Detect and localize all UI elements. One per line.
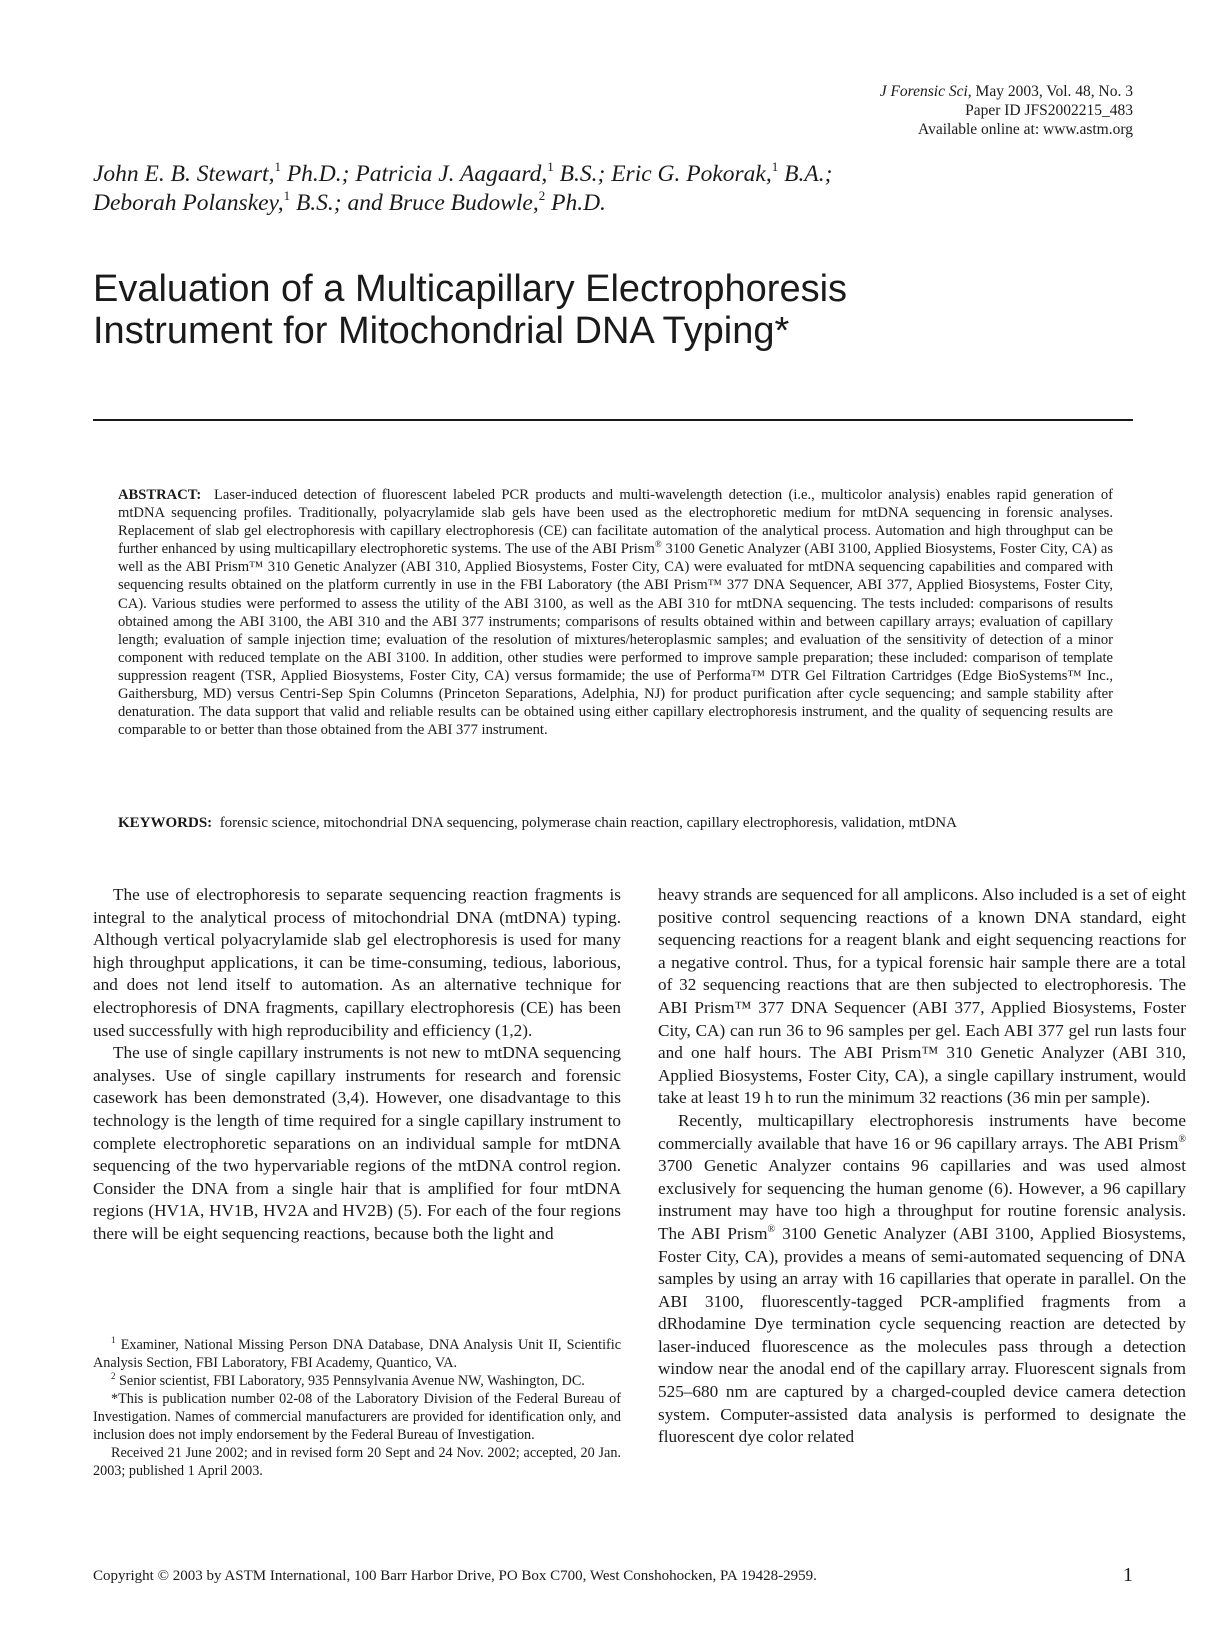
affiliation-mark: 1 — [274, 159, 281, 174]
body-paragraph: The use of single capillary instruments is not new to mtDNA sequencing analyses. Use of single capillary instruments for research and forensic casework has been demonstrated (3,4). However, one disadvantage to this technology is the length of time required for a single capillary instrument to complete electrophoretic separations on an individual sample for mtDNA sequencing of the two hypervariable regions of the mtDNA control region. Consider the DNA from a single hair that is amplified for four mtDNA regions (HV1A, HV1B, HV2A and HV2B) (5). For each of the four regions there will be eight sequencing reactions, because both the light and — [93, 1043, 621, 1243]
title-line-1: Evaluation of a Multicapillary Electrophoresis — [93, 268, 848, 310]
author-degree: Ph.D. — [545, 190, 606, 216]
author-pokorak: B.S.; Eric G. Pokorak, — [553, 161, 772, 187]
affiliation-mark: 1 — [283, 188, 291, 203]
footnote-received: Received 21 June 2002; and in revised form 20 Sept and 24 Nov. 2002; accepted, 20 Jan. 2003; published 1 April 2003. — [93, 1445, 621, 1479]
footnote-publication: *This is publication number 02-08 of the Laboratory Division of the Federal Bureau of Investigation. Names of commercial manufacturers are provided for identification only, and inclusion does not imply endorsement by the Federal Bureau of Investigation. — [93, 1391, 621, 1443]
body-paragraph: heavy strands are sequenced for all amplicons. Also included is a set of eight positive control sequencing reactions of a known DNA standard, eight sequencing reactions for a reagent blank and eight sequencing reactions for a negative control. Thus, for a typical forensic hair sample there are a total of 32 sequencing reactions that are then subjected to electrophoresis. The ABI Prism™ 377 DNA Sequencer (ABI 377, Applied Biosystems, Foster City, CA) can run 36 to 96 samples per gel. Each ABI 377 gel run lasts four and one half hours. The ABI Prism™ 310 Genetic Analyzer (ABI 310, Applied Biosystems, Foster City, CA), a single capillary instrument, would take at least 19 h to run the minimum 32 reactions (36 min per sample). — [658, 885, 1186, 1108]
page-number: 1 — [1123, 1564, 1133, 1586]
abstract-label: ABSTRACT: — [118, 487, 202, 503]
body-column-left — [93, 884, 621, 1246]
affiliation-mark: 1 — [771, 159, 779, 174]
footnote-text: Examiner, National Missing Person DNA Database, DNA Analysis Unit II, Scientific Analysis Section, FBI Laboratory, FBI Academy, Quantico, VA. — [93, 1337, 621, 1371]
footnote-mark: 2 — [111, 1371, 116, 1381]
journal-citation — [880, 82, 1133, 101]
journal-issue: , May 2003, Vol. 48, No. 3 — [967, 83, 1133, 100]
title-line-2: Instrument for Mitochondrial DNA Typing* — [93, 310, 790, 352]
footnote-2 — [93, 1372, 621, 1390]
body-paragraph — [658, 1110, 1186, 1449]
copyright-notice: Copyright © 2003 by ASTM International, 100 Barr Harbor Drive, PO Box C700, West Conshohocken, PA 19428-2959. — [93, 1568, 817, 1584]
paper-title — [93, 268, 1133, 352]
paper-id: Paper ID JFS2002215_483 — [965, 102, 1133, 119]
author-line-1 — [93, 160, 1133, 189]
affiliation-mark: 1 — [547, 159, 554, 174]
keywords — [118, 814, 1118, 833]
footnote-text: Senior scientist, FBI Laboratory, 935 Pennsylvania Avenue NW, Washington, DC. — [115, 1373, 585, 1389]
body-text: 3100 Genetic Analyzer (ABI 3100, Applied Biosystems, Foster City, CA), provides a means of semi-automated sequencing of DNA samples by using an array with 16 capillaries that operate in parallel. On the ABI 3100, fluorescently-tagged PCR-amplified fragments from a dRhodamine Dye termination cycle sequencing reaction are detected by laser-induced fluorescence as the molecules pass through a detection window near the anodal end of the capillary array. Fluorescent signals from 525–680 nm are captured by a charged-coupled device camera detection system. Computer-assisted data analysis is performed to designate the fluorescent dye color related — [658, 1223, 1186, 1447]
author-list — [93, 160, 1133, 218]
journal-name: J Forensic Sci — [879, 83, 968, 100]
registered-mark: ® — [654, 539, 662, 550]
body-paragraph: The use of electrophoresis to separate sequencing reaction fragments is integral to the analytical process of mitochondrial DNA (mtDNA) typing. Although vertical polyacrylamide slab gel electrophoresis is used for many high throughput applications, it can be time-consuming, tedious, laborious, and does not lend itself to automation. As an alternative technique for electrophoresis of DNA fragments, capillary electrophoresis (CE) has been used successfully with high reproducibility and efficiency (1,2). — [93, 885, 621, 1040]
author-aagaard: Ph.D.; Patricia J. Aagaard, — [280, 161, 548, 187]
available-online: Available online at: www.astm.org — [918, 121, 1133, 138]
author-budowle: B.S.; and Bruce Budowle, — [290, 190, 539, 216]
keywords-text: forensic science, mitochondrial DNA sequencing, polymerase chain reaction, capillary electrophoresis, validation, mtDNA — [219, 815, 957, 831]
abstract-text: Laser-induced detection of fluorescent labeled PCR products and multi-wavelength detection (i.e., multicolor analysis) enables rapid generation of mtDNA sequencing profiles. Traditionally, polyacrylamide slab gels have been used as the electrophoretic medium for mtDNA sequencing in forensic analyses. Replacement of slab gel electrophoresis with capillary electrophoresis (CE) can facilitate automation of the analytical process. Automation and high throughput can be further enhanced by using multicapillary electrophoretic systems. The use of the ABI Prism — [118, 487, 1113, 558]
body-column-right — [658, 884, 1186, 1449]
registered-mark: ® — [1178, 1133, 1186, 1145]
registered-mark: ® — [767, 1223, 776, 1235]
abstract — [118, 486, 1113, 739]
author-line-2 — [93, 189, 1133, 218]
body-text: 3700 Genetic Analyzer contains 96 capillaries and was used almost exclusively for sequencing the human genome (6). However, a 96 capillary instrument may have too high a throughput for routine forensic analysis. The ABI Prism — [658, 1156, 1186, 1243]
affiliation-mark: 2 — [538, 188, 546, 203]
author-degree: B.A.; — [778, 161, 833, 187]
keywords-label: KEYWORDS: — [118, 815, 213, 831]
body-text: Recently, multicapillary electrophoresis instruments have become commercially available that have 16 or 96 capillary arrays. The ABI Prism — [658, 1110, 1186, 1153]
footnote-1 — [93, 1336, 621, 1372]
abstract-text-cont: 3100 Genetic Analyzer (ABI 3100, Applied Biosystems, Foster City, CA) as well as the ABI Prism™ 310 Genetic Analyzer (ABI 310, Applied Biosystems, Foster City, CA) were evaluated for mtDNA sequencing capabilities and compared with sequencing results obtained on the platform currently in use in the FBI Laboratory (the ABI Prism™ 377 DNA Sequencer, ABI 377, Applied Biosystems, Foster City, CA). Various studies were performed to assess the utility of the ABI 3100, as well as the ABI 310 for mtDNA sequencing. The tests included: comparisons of results obtained among the ABI 3100, the ABI 310 and the ABI 377 instruments; comparisons of results obtained within and between capillary arrays; evaluation of capillary length; evaluation of sample injection time; evaluation of the resolution of mixtures/heteroplasmic samples; and evaluation of the sensitivity of detection of a minor component with reduced template on the ABI 3100. In addition, other studies were performed to improve sample preparation; these included: comparison of template suppression reagent (TSR, Applied Biosystems, Foster City, CA) versus formamide; the use of Performa™ DTR Gel Filtration Cartridges (Edge BioSystems™ Inc., Gaithersburg, MD) versus Centri-Sep Spin Columns (Princeton Separations, Adelphia, NJ) for product purification after cycle sequencing; and sample stability after denaturation. The data support that valid and reliable results can be obtained using either capillary electrophoresis instrument, and the quality of sequencing results are comparable to or better than those obtained from the ABI 377 instrument. — [118, 541, 1113, 739]
author-polanskey: Deborah Polanskey, — [93, 190, 284, 216]
journal-header — [880, 82, 1133, 139]
footnotes — [93, 1336, 621, 1480]
author-stewart: John E. B. Stewart, — [93, 161, 275, 187]
title-divider — [93, 419, 1133, 421]
footnote-mark: 1 — [111, 1335, 116, 1345]
